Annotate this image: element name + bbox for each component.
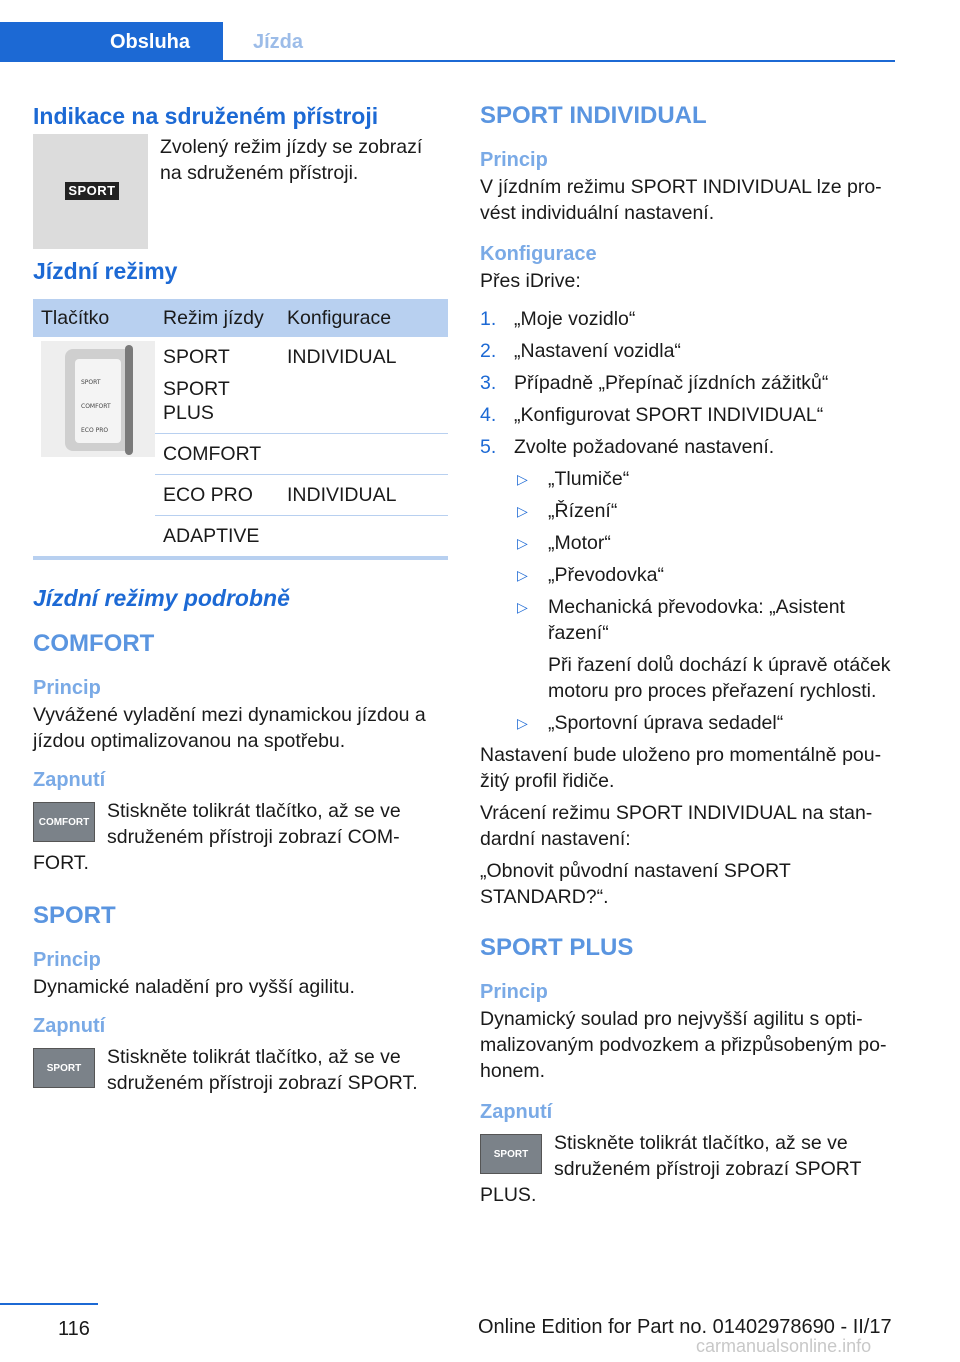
list-item [480,306,895,332]
option-text: Mechanická převodovka: „Asistent řazení“ [548,596,845,644]
triangle-bullet-icon: ▷ [517,503,528,519]
tab-jizda[interactable]: Jízda [252,31,304,53]
mode-sport-plus: SPORT PLUS [163,378,230,424]
option-text: „Převodovka“ [548,564,664,586]
option-text: „Motor“ [548,532,611,554]
list-item [514,562,895,588]
option-text: „Řízení“ [548,500,618,522]
step-text: „Konfigurovat SPORT INDIVIDUAL“ [514,404,824,426]
step-text: Zvolte požadované nastavení. [514,436,775,458]
comfort-on-block [33,798,448,876]
option-note: Při řazení dolů dochází k úpravě otáček motoru pro proces přeřazení rychlosti. [548,654,891,702]
sport-on-block [33,1044,448,1096]
button-cell [33,337,155,556]
step-text: „Nastavení vozidla“ [514,340,681,362]
modes-heading: Jízdní režimy [33,258,178,284]
drive-mode-switch-image [41,341,155,457]
left-column [33,100,448,1096]
detail-heading: Jízdní režimy podrobně [33,585,290,611]
comfort-title: COMFORT [33,630,155,657]
list-item [480,434,895,460]
step-text: „Moje vozidlo“ [514,308,636,330]
config-cell: INDIVIDUAL [279,337,448,434]
step-number: 2. [480,340,497,362]
config-cell [279,434,448,475]
triangle-bullet-icon: ▷ [517,471,528,487]
triangle-bullet-icon: ▷ [517,535,528,551]
list-item [514,498,895,524]
indicator-text: Zvolený režim jízdy se zobrazí na sdruženém přístroji. [160,136,423,184]
switch-panel [65,349,125,451]
config-steps [480,306,895,460]
sport-button-image: SPORT [33,1048,95,1088]
sport-plus-on-label: Zapnutí [480,1101,553,1123]
comfort-principle-label: Princip [33,677,101,699]
header-mode: Režim jízdy [155,299,279,337]
table-end-divider [33,556,448,560]
list-item [514,466,895,492]
modes-table [33,299,448,556]
switch-label-sport: SPORT [81,379,101,386]
sport-plus-principle-text: Dynamický soulad pro nejvyšší agilitu s opti‐malizovaným podvozkem a přizpůsobeným po‐honem. [480,1008,887,1082]
list-item [514,594,895,704]
switch-rocker [125,345,133,455]
right-column [480,100,895,1208]
sport-plus-title: SPORT PLUS [480,934,634,961]
config-cell: INDIVIDUAL [279,475,448,516]
mode-sport: SPORT [163,346,230,368]
step-number: 3. [480,372,497,394]
step-text: Případně „Přepínač jízdních zážitků“ [514,372,829,394]
table-header-row [33,299,448,337]
reset-text: Vrácení režimu SPORT INDIVIDUAL na stan‐dardní nastavení: [480,802,873,850]
individual-via: Přes iDrive: [480,270,581,292]
list-item [480,402,895,428]
sport-on-label: Zapnutí [33,1015,106,1037]
chapter-tabbar [0,22,895,62]
individual-title: SPORT INDIVIDUAL [480,102,707,129]
triangle-bullet-icon: ▷ [517,599,528,615]
list-item [514,530,895,556]
individual-principle-text: V jízdním režimu SPORT INDIVIDUAL lze pro‐vést individuální nastavení. [480,176,882,224]
sport-title: SPORT [33,902,116,929]
comfort-on-text: Stiskněte tolikrát tlačítko, až se ve sdruženém přístroji zobrazí COM‐FORT. [33,800,401,874]
switch-label-comfort: COMFORT [81,403,111,410]
sport-on-text: Stiskněte tolikrát tlačítko, až se ve sdruženém přístroji zobrazí SPORT. [107,1046,418,1094]
footer-divider [0,1303,98,1305]
reset-quote: „Obnovit původní nastavení SPORT STANDARD?“. [480,860,791,908]
list-item [480,370,895,396]
sport-plus-button-image: SPORT [480,1134,542,1174]
tab-obsluha[interactable]: Obsluha [0,22,223,62]
config-cell [279,516,448,557]
list-item [514,710,895,736]
list-item [480,338,895,364]
setting-options [514,466,895,736]
cluster-indicator-image [33,134,148,249]
comfort-button-image: COMFORT [33,802,95,842]
sport-badge: SPORT [65,182,119,200]
watermark-text: carmanualsonline.info [696,1336,872,1356]
sport-plus-principle-label: Princip [480,981,548,1003]
option-text: „Tlumiče“ [548,468,630,490]
mode-cell [155,337,279,434]
triangle-bullet-icon: ▷ [517,715,528,731]
edition-label: Online Edition for Part no. 01402978690 - II/17 [478,1316,892,1338]
sport-plus-on-text: Stiskněte tolikrát tlačítko, až se ve sdruženém přístroji zobrazí SPORT PLUS. [480,1132,862,1206]
comfort-on-label: Zapnutí [33,769,106,791]
table-row [33,337,448,434]
page-number: 116 [58,1318,90,1340]
mode-cell: COMFORT [155,434,279,475]
mode-cell: ADAPTIVE [163,525,260,547]
saved-text: Nastavení bude uloženo pro momentálně pou‐žitý profil řidiče. [480,744,882,792]
indicator-heading: Indikace na sdruženém přístroji [33,103,379,129]
header-button: Tlačítko [33,299,155,337]
option-text: „Sportovní úprava sedadel“ [548,712,784,734]
individual-principle-label: Princip [480,149,548,171]
mode-cell: ECO PRO [155,475,279,516]
sport-principle-text: Dynamické naladění pro vyšší agilitu. [33,976,355,998]
indicator-block [33,134,448,249]
triangle-bullet-icon: ▷ [517,567,528,583]
individual-config-label: Konfigurace [480,243,597,265]
step-number: 4. [480,404,497,426]
step-number: 1. [480,308,497,330]
step-number: 5. [480,436,497,458]
header-config: Konfigurace [279,299,448,337]
sport-plus-on-block [480,1130,895,1208]
comfort-principle-text: Vyvážené vyladění mezi dynamickou jízdou a jízdou optimalizovanou na spotřebu. [33,704,426,752]
switch-label-eco: ECO PRO [81,427,109,434]
sport-principle-label: Princip [33,949,101,971]
